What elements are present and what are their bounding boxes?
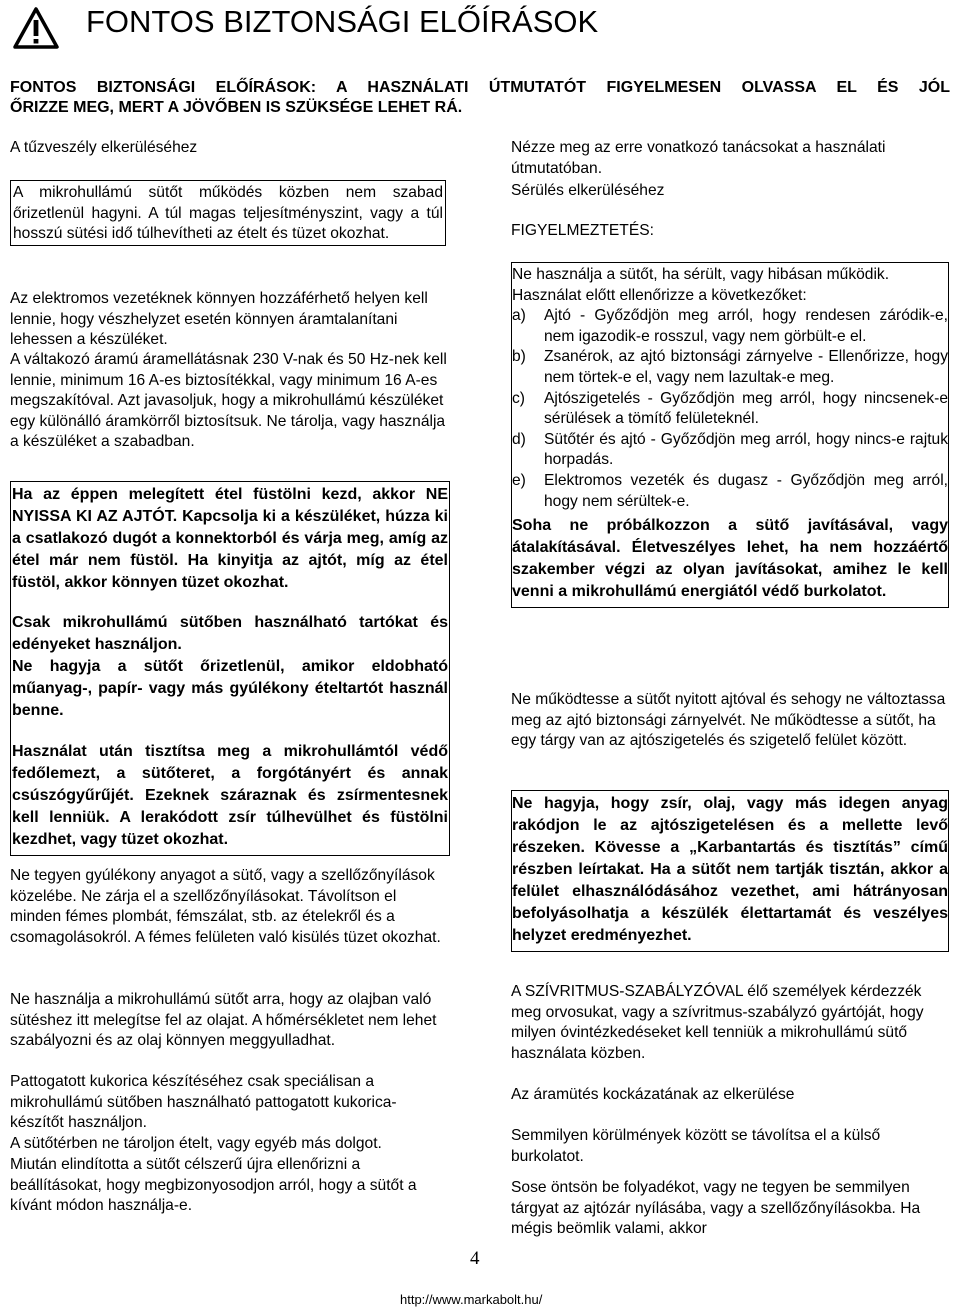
intro-notice	[10, 78, 950, 118]
fire-warning-text: A mikrohullámú sütőt működés közben nem szabad őrizetlenül hagyni. A túl magas teljesítményszint, vagy a túl hosszú sütési idő túlhevítheti az ételt és tüzet okozhat.	[13, 184, 443, 243]
grease-warning-text: Ne hagyja, hogy zsír, olaj, vagy más idegen anyag rakódjon le az ajtószigetelésen és a mellette levő részeken. Kövesse a „Karbantartás és tisztítás” című részben leírtakat. Ha a sütőt nem tartják tisztán, akkor a felület elhasználódásához vezethet, ami hátrányosan befolyásolhatja a készülék élettartamát és veszélyes helyzet eredményezhet.	[512, 795, 948, 944]
paragraph-see-guide: Nézze meg az erre vonatkozó tanácsokat a használati útmutatóban.	[511, 139, 886, 177]
paragraph-storage: A sütőtérben ne tároljon ételt, vagy egyéb más dolgot.	[10, 1135, 382, 1152]
list-item	[512, 347, 948, 388]
warning-heading: FIGYELMEZTETÉS:	[511, 222, 654, 239]
list-item-label: e)	[512, 471, 526, 489]
list-item-text: Ajtószigetelés - Győződjön meg arról, hogy nincsenek-e sérülések a tömítő felületeknél.	[544, 389, 948, 428]
paragraph-flammable: Ne tegyen gyúlékony anyagot a sütő, vagy a szellőzőnyílások közelébe. Ne zárja el a szellőzőnyílásokat. Távolítson el minden fémes plombát, fémszálat, stb. az ételekről és a csomagolásokról. A fémes felületen való kisülés tüzet okozhat.	[10, 867, 441, 946]
list-item-label: c)	[512, 389, 525, 407]
smoke-warning-box	[10, 481, 450, 856]
paragraph-door-operation: Ne működtesse a sütőt nyitott ajtóval és sehogy ne változtassa meg az ajtó biztonsági zárnyelvét. Ne működtesse a sütőt, ha egy tárgy van az ajtószigetelés és szigetelő felület között.	[511, 691, 946, 750]
list-item-text: Sütőtér és ajtó - Győződjön meg arról, hogy nincs-e rajtuk horpadás.	[544, 430, 948, 469]
paragraph-liquids: Sose öntsön be folyadékot, vagy ne tegyen be semmilyen tárgyat az ajtózár nyílásába, vagy a szellőzőnyílásokba. Ha mégis beömlik valami, akkor	[511, 1179, 921, 1238]
list-item-text: Zsanérok, az ajtó biztonsági zárnyelve - Ellenőrizze, hogy nem törtek-e el, vagy nem lazultak-e meg.	[544, 348, 948, 386]
paragraph-power-cord: Az elektromos vezetéknek könnyen hozzáférhető helyen kell lennie, hogy vészhelyzet esetén könnyen áramtalanítani lehessen a készüléket.	[10, 290, 428, 349]
unattended-warning-text: Ne hagyja a sütőt őrizetlenül, amikor eldobható műanyag-, papír- vagy más gyúlékony ételtartót használ benne.	[12, 658, 448, 719]
list-item-text: Ajtó - Győződjön meg arról, hogy rendesen záródik-e, nem igazodik-e rosszul, vagy nem görbült-e el.	[544, 307, 948, 345]
fire-heading: A tűzveszély elkerüléséhez	[10, 139, 198, 156]
page-number: 4	[470, 1248, 480, 1269]
repair-warning-text: Soha ne próbálkozzon a sütő javításával, vagy átalakításával. Életveszélyes lehet, ha nem hozzáértő szakember végzi az olyan javításokat, amihez le kell venni a mikrohullámú energiától védő burkolatot.	[512, 517, 948, 601]
inspection-line: Ne használja a sütőt, ha sérült, vagy hibásan működik.	[512, 266, 890, 283]
shock-heading: Az áramütés kockázatának az elkerülése	[511, 1086, 795, 1103]
paragraph-settings: Miután elindította a sütőt célszerű újra ellenőrizni a beállításokat, hogy megbizonyosodjon arról, hogy a sütőt a kívánt módon használja-e.	[10, 1156, 417, 1215]
fire-warning-box	[10, 180, 446, 246]
list-item	[512, 471, 948, 512]
list-item	[512, 389, 948, 430]
inspection-box	[511, 262, 949, 608]
paragraph-casing: Semmilyen körülmények között se távolítsa el a külső burkolatot.	[511, 1127, 881, 1165]
list-item-label: d)	[512, 430, 526, 448]
list-item	[512, 306, 948, 347]
smoke-warning-text: Ha az éppen melegített étel füstölni kezd, akkor NE NYISSA KI AZ AJTÓT. Kapcsolja ki a készüléket, húzza ki a csatlakozó dugót a konnektorból és várja meg, amíg az étel már nem füstöl. Ha kinyitja az ajtót, míg az étel füstöl, akkor könnyen tüzet okozhat.	[12, 486, 448, 591]
inspection-list	[512, 306, 948, 512]
list-item-text: Elektromos vezeték és dugasz - Győződjön meg arról, hogy nem sérültek-e.	[544, 471, 948, 510]
container-warning-text: Csak mikrohullámú sütőben használható tartókat és edényeket használjon.	[12, 614, 448, 653]
paragraph-power-supply: A váltakozó áramú áramellátásnak 230 V-nak és 50 Hz-nek kell lennie, minimum 16 A-es biztosítékkal, vagy minimum 16 A-es megszakítóval. Azt javasoljuk, hogy a mikrohullámú készüléket egy különálló áramkörről biztosítsuk. Ne tárolja, vagy használja a készüléket a szabadban.	[10, 351, 447, 451]
paragraph-oil: Ne használja a mikrohullámú sütőt arra, hogy az olajban való sütéshez itt melegítse fel az olajat. A hőmérsékletet nem lehet szabályozni és az olaj könnyen meggyulladhat.	[10, 991, 437, 1050]
list-item	[512, 430, 948, 471]
list-item-label: b)	[512, 348, 526, 366]
grease-warning-box	[511, 790, 949, 952]
cleaning-warning-text: Használat után tisztítsa meg a mikrohullámtól védő fedőlemezt, a sütőteret, a forgótányért és annak csúszógyűrűjét. Ezeknek száraznak és zsírmentesnek kell lenniük. A lerakódott zsír túlhevülhet és füstölni kezdhet, vagy tüzet okozhat.	[12, 743, 448, 848]
paragraph-pacemaker: A SZÍVRITMUS-SZABÁLYZÓVAL élő személyek kérdezzék meg orvosukat, vagy a szívritmus-szabályzó gyártóját, hogy milyen óvintézkedéseket kell tenniük a mikrohullámú sütő használata közben.	[511, 983, 924, 1062]
footer-url: http://www.markabolt.hu/	[400, 1292, 543, 1307]
intro-line: FONTOS BIZTONSÁGI ELŐÍRÁSOK: A HASZNÁLATI ÚTMUTATÓT FIGYELMESEN OLVASSA EL ÉS JÓL	[10, 79, 950, 96]
list-item-label: a)	[512, 307, 526, 325]
intro-line: ŐRIZZE MEG, MERT A JÖVŐBEN IS SZÜKSÉGE LEHET RÁ.	[10, 99, 463, 116]
paragraph-popcorn: Pattogatott kukorica készítéséhez csak speciálisan a mikrohullámú sütőben használható pattogatott kukorica-készítőt használjon.	[10, 1073, 397, 1132]
warning-triangle-icon	[12, 6, 60, 50]
inspection-line: Használat előtt ellenőrizze a következőket:	[512, 286, 807, 304]
page-title: FONTOS BIZTONSÁGI ELŐÍRÁSOK	[86, 4, 599, 39]
injury-heading: Sérülés elkerüléséhez	[511, 182, 665, 199]
